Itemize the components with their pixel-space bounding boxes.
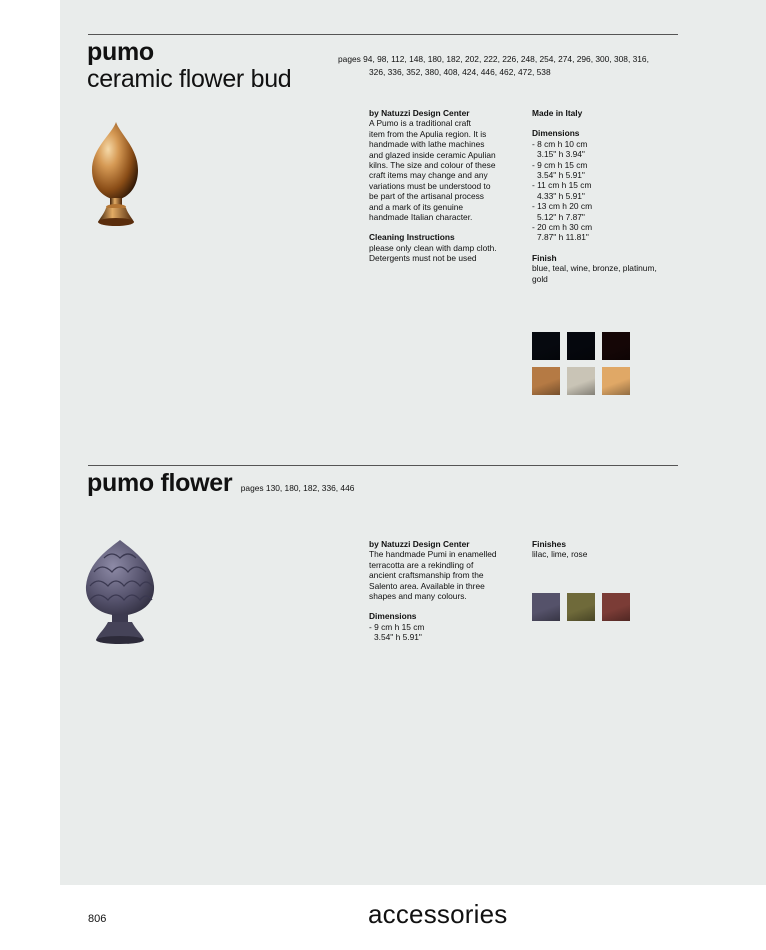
dimension-line: - 9 cm h 15 cm <box>369 621 425 632</box>
dimension-line: 4.33" h 5.91" <box>537 190 585 201</box>
description-line: and a mark of its genuine <box>369 201 464 212</box>
finish-swatch-rose <box>602 593 630 621</box>
description-line: shapes and many colours. <box>369 591 467 602</box>
finish-swatch-gold <box>602 367 630 395</box>
dimension-line: 3.54" h 5.91" <box>374 632 422 643</box>
description-line: kilns. The size and colour of these <box>369 160 496 171</box>
page-references: pages 130, 180, 182, 336, 446 <box>240 483 355 493</box>
finish-line: gold <box>532 273 548 284</box>
description-line: terracotta are a rekindling of <box>369 559 474 570</box>
description-line: handmade Italian character. <box>369 212 473 223</box>
finishes-title: Finishes <box>532 539 566 549</box>
dimension-line: - 8 cm h 10 cm <box>532 138 588 149</box>
finish-swatch-blue <box>532 332 560 360</box>
finishes-line: lilac, lime, rose <box>532 549 588 560</box>
finish-title: Finish <box>532 252 557 263</box>
description-line: craft items may change and any <box>369 170 488 181</box>
product-specs-block <box>532 539 692 560</box>
made-in-label: Made in Italy <box>532 108 583 118</box>
dimension-line: - 9 cm h 15 cm <box>532 159 588 170</box>
description-line: and glazed inside ceramic Apulian <box>369 149 496 160</box>
product-subtitle: ceramic flower bud <box>87 65 292 93</box>
section-divider <box>88 465 678 466</box>
description-line: ancient craftsmanship from the <box>369 570 484 581</box>
dimension-line: 3.15" h 3.94" <box>537 149 585 160</box>
finish-swatch-wine <box>602 332 630 360</box>
finish-swatch-teal <box>567 332 595 360</box>
description-line: be part of the artisanal process <box>369 191 484 202</box>
description-line: item from the Apulia region. It is <box>369 128 487 139</box>
product-image-pumo <box>84 118 144 230</box>
description-line: A Pumo is a traditional craft <box>369 118 471 129</box>
product-specs-block <box>532 108 692 284</box>
dimensions-title: Dimensions <box>532 128 580 139</box>
finish-swatch-lilac <box>532 593 560 621</box>
dimension-line: 5.12" h 7.87" <box>537 211 585 222</box>
product-description-block <box>369 108 529 264</box>
product-description-block <box>369 539 529 643</box>
finish-swatch-bronze <box>532 367 560 395</box>
finish-swatch-lime <box>567 593 595 621</box>
finish-line: blue, teal, wine, bronze, platinum, <box>532 263 657 274</box>
dimensions-title: Dimensions <box>369 611 417 622</box>
dimension-line: 7.87" h 11.81" <box>537 232 589 243</box>
finish-swatch-platinum <box>567 367 595 395</box>
description-line: variations must be understood to <box>369 180 491 191</box>
dimension-line: 3.54" h 5.91" <box>537 170 585 181</box>
designer-credit: by Natuzzi Design Center <box>369 539 470 549</box>
product-image-pumo-flower <box>82 536 158 648</box>
dimension-line: - 13 cm h 20 cm <box>532 201 593 212</box>
product-title: pumo flower <box>87 469 233 497</box>
product-heading <box>87 469 354 497</box>
dimension-line: - 20 cm h 30 cm <box>532 222 593 233</box>
cleaning-title: Cleaning Instructions <box>369 232 455 243</box>
section-title: accessories <box>368 899 508 929</box>
description-line: The handmade Pumi in enamelled <box>369 549 497 560</box>
product-title: pumo <box>87 38 154 66</box>
cleaning-line: please only clean with damp cloth. <box>369 242 497 253</box>
page-references: pages 94, 98, 112, 148, 180, 182, 202, 222, 226, 248, 254, 274, 296, 300, 308, 316, 326, 336, 352, 380, 408, 424, 446, 462, 472, 538 <box>338 54 649 77</box>
designer-credit: by Natuzzi Design Center <box>369 108 470 118</box>
dimension-line: - 11 cm h 15 cm <box>532 180 592 191</box>
page-number: 806 <box>88 913 107 925</box>
description-line: Salento area. Available in three <box>369 580 485 591</box>
description-line: handmade with lathe machines <box>369 139 485 150</box>
section-divider <box>88 34 678 35</box>
cleaning-line: Detergents must not be used <box>369 253 477 264</box>
